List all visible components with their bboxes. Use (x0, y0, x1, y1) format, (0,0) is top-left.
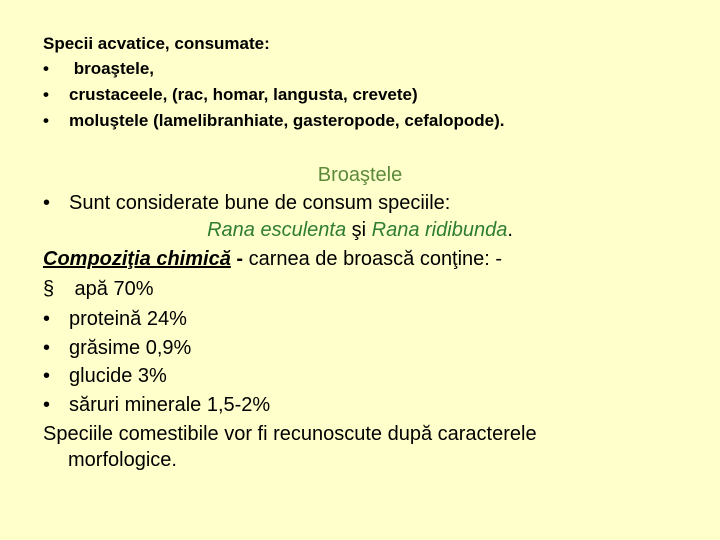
list-item-text: glucide 3% (69, 365, 167, 387)
species-name: Rana ridibunda (371, 219, 508, 241)
bullet: § (43, 278, 55, 300)
bullet: • (43, 111, 49, 130)
list-item (43, 394, 270, 417)
list-item (43, 111, 504, 131)
composition-line (43, 248, 502, 271)
species-name: Rana esculenta (207, 219, 347, 241)
bullet: • (43, 192, 51, 214)
list-item (43, 59, 154, 79)
list-item-text: broaştele, (69, 59, 155, 78)
bullet: • (43, 394, 51, 416)
list-item (43, 308, 187, 331)
list-item-text: grăsime 0,9% (69, 337, 192, 359)
list-item (43, 337, 191, 360)
list-item-text: crustaceele, (rac, homar, langusta, crevete) (69, 85, 418, 104)
bullet: • (43, 85, 49, 104)
list-item-text: Sunt considerate bune de consum speciile: (69, 192, 451, 214)
list-item-text: săruri minerale 1,5-2% (69, 394, 271, 416)
section-heading: Broaştele (317, 164, 403, 186)
closing-text: morfologice. (68, 449, 177, 471)
bullet: • (43, 308, 51, 330)
list-item (43, 192, 450, 215)
closing-text: Speciile comestibile vor fi recunoscute după caracterele (43, 423, 537, 445)
list-title: Specii acvatice, consumate: (43, 34, 270, 53)
list-item-text: proteină 24% (69, 308, 187, 330)
bullet: • (43, 365, 51, 387)
conjunction: şi (346, 219, 372, 241)
bullet: • (43, 59, 49, 78)
list-item-text: moluştele (lamelibranhiate, gasteropode, cefalopode). (69, 111, 505, 130)
composition-text: carnea de broască conţine: - (248, 248, 503, 270)
list-item (43, 365, 167, 388)
dash: - (230, 248, 249, 270)
composition-label: Compoziţia chimică (43, 248, 231, 270)
list-item-text: apă 70% (69, 278, 154, 300)
species-line (0, 219, 720, 242)
period: . (507, 219, 513, 241)
list-item (43, 278, 154, 301)
list-item (43, 85, 418, 105)
bullet: • (43, 337, 51, 359)
